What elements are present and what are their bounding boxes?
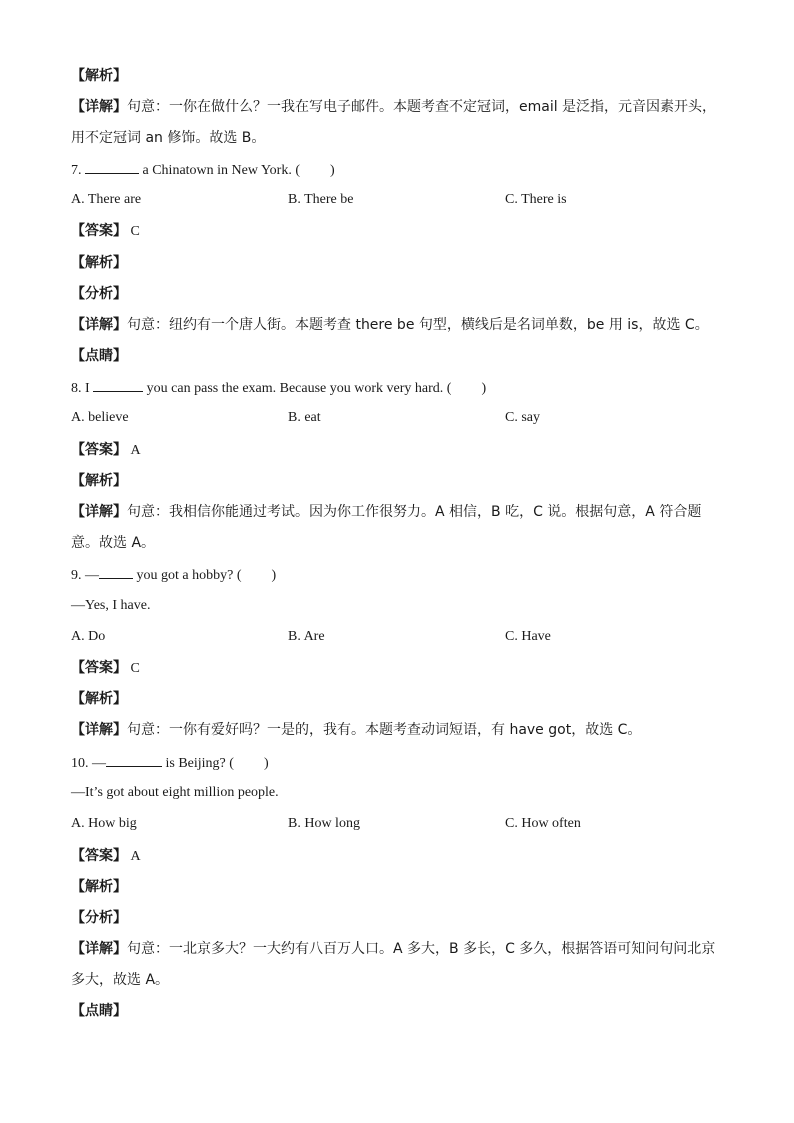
reply-q9: —Yes, I have. — [71, 598, 151, 613]
reply-q10: —It’s got about eight million people. — [71, 785, 279, 800]
detail-q6 — [71, 97, 716, 118]
note-tag-q10: 【点睛】 — [71, 1003, 127, 1019]
option-b: B. Are — [288, 629, 325, 644]
detail-text: 句意：一你在做什么？一我在写电子邮件。本题考查不定冠词，email 是泛指，元音因素开头， — [127, 99, 717, 115]
note-tag-q7: 【点睛】 — [71, 348, 127, 364]
question-10: 10. — is Beijing? ( ) — [71, 752, 269, 774]
analysis-tag-q10: 【解析】 — [71, 879, 127, 895]
option-c: C. There is — [505, 192, 567, 207]
option-a: A. There are — [71, 192, 142, 207]
detail-q10-cont: 多大，故选 A。 — [71, 972, 170, 988]
option-a: A. believe — [71, 410, 129, 425]
answer-value: C — [130, 224, 140, 239]
detail-q8: 【详解】句意：我相信你能通过考试。因为你工作很努力。A 相信，B 吃，C 说。根据句意，A 符合题 — [71, 504, 702, 520]
analysis-tag-q7: 【解析】 — [71, 255, 127, 271]
detail-q10: 【详解】句意：一北京多大？一大约有八百万人口。A 多大，B 多长，C 多久，根据答语可知问句问北京 — [71, 941, 716, 957]
analysis-tag-q9: 【解析】 — [71, 691, 127, 707]
answer-q8: 【答案】 A — [71, 442, 141, 458]
option-b: B. How long — [288, 816, 360, 831]
answer-q10: 【答案】 A — [71, 848, 141, 864]
option-a: A. Do — [71, 629, 106, 644]
detail-q9: 【详解】句意：一你有爱好吗？一是的，我有。本题考查动词短语，有 have got，故选 C。 — [71, 722, 642, 738]
analysis-tag-q8: 【解析】 — [71, 473, 127, 489]
answer-blank — [93, 377, 143, 392]
option-b: B. eat — [288, 410, 321, 425]
analysis-tag-q6: 【解析】 — [71, 68, 127, 84]
detail-tag: 【详解】 — [71, 99, 127, 115]
option-c: C. How often — [505, 816, 581, 831]
answer-value: A — [130, 849, 141, 864]
option-a: A. How big — [71, 816, 137, 831]
answer-blank — [99, 564, 133, 579]
breakdown-tag-q10: 【分析】 — [71, 910, 127, 926]
answer-value: C — [130, 661, 140, 676]
answer-q7: 【答案】 C — [71, 223, 140, 239]
answer-blank — [106, 752, 162, 767]
question-8: 8. I you can pass the exam. Because you work very hard. ( ) — [71, 377, 486, 399]
detail-q8-cont: 意。故选 A。 — [71, 535, 156, 551]
answer-value: A — [130, 443, 141, 458]
option-c: C. say — [505, 410, 540, 425]
detail-q7: 【详解】句意：纽约有一个唐人街。本题考查 there be 句型，横线后是名词单数，be 用 is，故选 C。 — [71, 317, 709, 333]
option-c: C. Have — [505, 629, 551, 644]
question-9: 9. — you got a hobby? ( ) — [71, 564, 276, 586]
question-7: 7. a Chinatown in New York. ( ) — [71, 159, 335, 181]
answer-blank — [85, 159, 139, 174]
breakdown-tag-q7: 【分析】 — [71, 286, 127, 302]
option-b: B. There be — [288, 192, 354, 207]
answer-q9: 【答案】 C — [71, 660, 140, 676]
detail-q6-cont: 用不定冠词 an 修饰。故选 B。 — [71, 130, 266, 146]
